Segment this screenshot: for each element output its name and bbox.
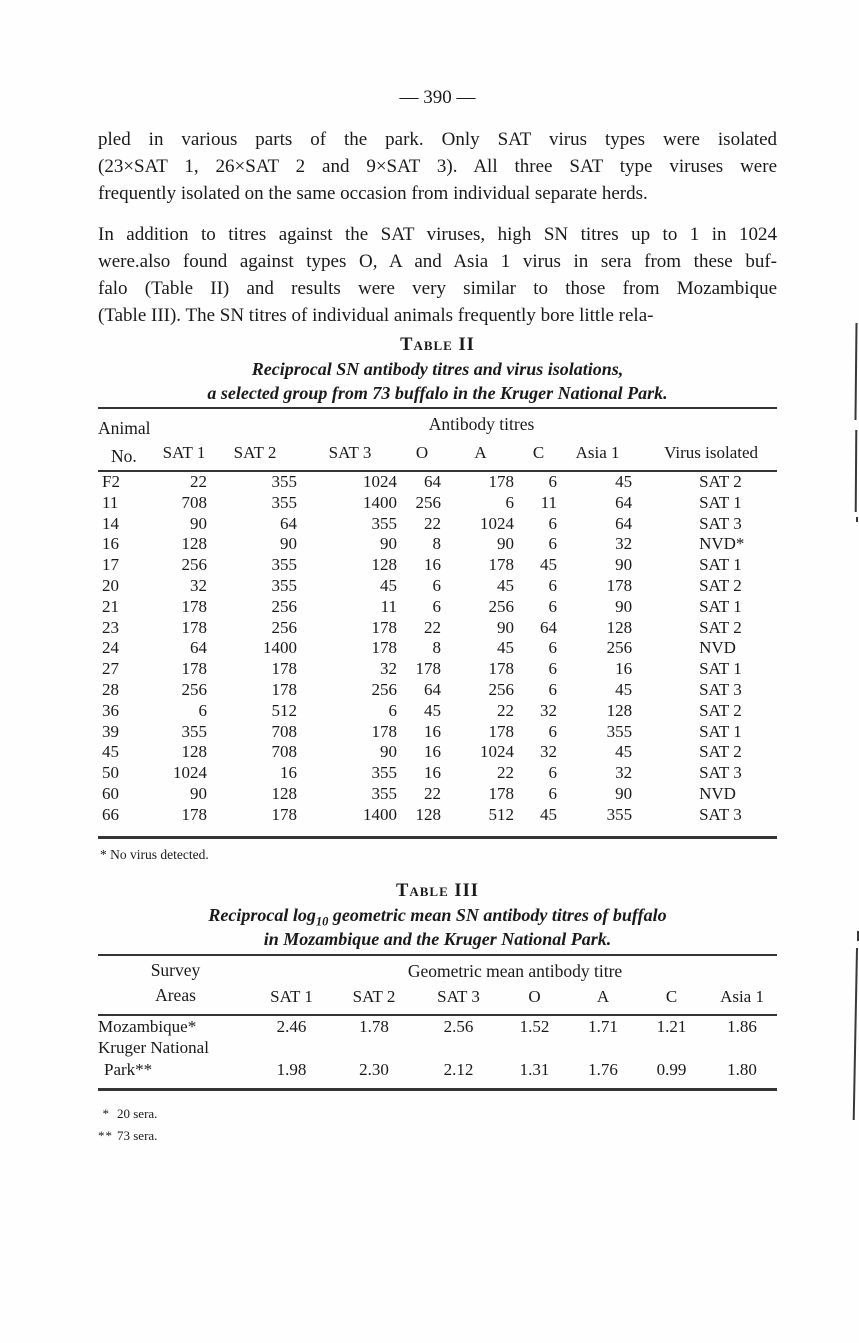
cell-a: 90 — [497, 534, 514, 554]
paragraph-line: pled in various parts of the park. Only SAT virus types were isolated — [98, 129, 777, 150]
cell-o: 16 — [424, 763, 441, 783]
cell-c: 0.99 — [656, 1059, 687, 1079]
cell-virus-isolated: SAT 2 — [699, 617, 742, 637]
cell-sat3: 256 — [371, 679, 397, 699]
cell-asia1: 355 — [606, 721, 633, 741]
table3-col-sat2: SAT 2 — [330, 985, 418, 1015]
caption-subscript: 10 — [315, 914, 329, 929]
cell-sat2: 90 — [280, 534, 297, 554]
cell-a: 256 — [488, 679, 514, 699]
cell-c: 6 — [548, 575, 557, 595]
cell-o: 256 — [415, 492, 441, 512]
cell-asia1: 128 — [606, 700, 633, 720]
cell-a: 512 — [488, 804, 514, 824]
cell-sat1: 1.98 — [276, 1059, 307, 1079]
cell-o: 22 — [424, 617, 441, 637]
table3-caption-line2: in Mozambique and the Kruger National Park. — [263, 928, 612, 949]
table2-footnote: * No virus detected. — [100, 846, 209, 862]
table3-col-a: A — [570, 985, 636, 1015]
cell-sat2: 355 — [271, 555, 297, 575]
cell-sat2: 1.78 — [359, 1016, 389, 1036]
cell-sat3: 355 — [371, 763, 397, 783]
cell-asia1: 32 — [615, 534, 633, 554]
cell-a: 178 — [488, 472, 514, 491]
cell-c: 11 — [540, 492, 557, 512]
cell-a: 22 — [497, 763, 514, 783]
cell-sat3: 90 — [380, 742, 397, 762]
table2-col-sat2: SAT 2 — [210, 440, 300, 472]
cell-sat2: 355 — [271, 575, 297, 595]
table2-row — [98, 576, 777, 597]
table3-row — [98, 1037, 777, 1090]
cell-sat3: 355 — [371, 783, 397, 803]
cell-sat1: 178 — [181, 617, 207, 637]
cell-virus-isolated: SAT 2 — [699, 575, 742, 595]
cell-sat3: 128 — [371, 555, 397, 575]
cell-o: 16 — [424, 742, 441, 762]
table2-row — [98, 534, 777, 555]
table3-geometric-means — [98, 954, 777, 1092]
cell-c: 6 — [548, 596, 557, 616]
cell-a: 1.76 — [588, 1059, 618, 1079]
cell-sat3: 178 — [371, 617, 397, 637]
cell-c: 6 — [548, 534, 557, 554]
cell-c: 6 — [548, 513, 557, 533]
cell-sat1: 6 — [198, 700, 207, 720]
cell-animal-no: 24 — [102, 638, 119, 658]
cell-asia1: 256 — [606, 638, 633, 658]
cell-sat2: 1400 — [263, 638, 297, 658]
cell-animal-no: 27 — [102, 659, 119, 679]
paragraph-1 — [98, 126, 777, 207]
table2-row — [98, 597, 777, 618]
area-name-line1: Mozambique* — [98, 1016, 197, 1036]
cell-asia1: 1.80 — [727, 1059, 757, 1079]
areas-label: Areas — [155, 984, 196, 1005]
cell-o: 16 — [424, 555, 441, 575]
caption-pre: Reciprocal log — [208, 904, 316, 925]
table3-col-sat1: SAT 1 — [253, 985, 330, 1015]
cell-virus-isolated: SAT 3 — [699, 804, 742, 824]
cell-asia1: 1.86 — [727, 1016, 757, 1036]
table3-caption — [98, 879, 777, 951]
animal-label: Animal — [98, 418, 151, 438]
cell-sat2: 512 — [271, 700, 297, 720]
table3-row — [98, 1015, 777, 1038]
cell-asia1: 128 — [606, 617, 633, 637]
cell-a: 256 — [488, 596, 514, 616]
cell-animal-no: 60 — [102, 783, 119, 803]
cell-asia1: 178 — [606, 575, 633, 595]
cell-sat3: 32 — [380, 659, 397, 679]
cell-virus-isolated: SAT 3 — [699, 763, 742, 783]
cell-animal-no: 66 — [102, 804, 119, 824]
table2-row — [98, 701, 777, 722]
cell-sat3: 6 — [388, 700, 397, 720]
table3-body — [98, 1015, 777, 1090]
cell-animal-no: 23 — [102, 617, 119, 637]
cell-sat2: 2.30 — [359, 1059, 389, 1079]
cell-o: 1.52 — [519, 1016, 550, 1036]
cell-virus-isolated: SAT 2 — [699, 700, 742, 720]
paragraph-line: falo (Table II) and results were very similar to those from Mozambique — [98, 278, 777, 299]
table2-row — [98, 784, 777, 805]
cell-a: 178 — [488, 783, 514, 803]
cell-sat2: 128 — [271, 783, 297, 803]
cell-a: 1024 — [480, 513, 514, 533]
table2-antibody-titres — [98, 407, 777, 839]
cell-a: 1024 — [480, 742, 514, 762]
cell-virus-isolated: SAT 1 — [699, 721, 742, 741]
cell-o: 178 — [415, 659, 441, 679]
table3-header — [98, 955, 777, 1015]
cell-virus-isolated: SAT 2 — [699, 742, 742, 762]
cell-sat3: 178 — [371, 721, 397, 741]
cell-a: 45 — [497, 638, 514, 658]
table2-col-a: A — [444, 440, 517, 472]
cell-o: 45 — [424, 700, 441, 720]
cell-asia1: 90 — [615, 555, 633, 575]
table2-row — [98, 471, 777, 493]
cell-asia1: 64 — [615, 513, 633, 533]
cell-virus-isolated: SAT 2 — [699, 472, 742, 491]
cell-a: 45 — [497, 575, 514, 595]
scan-artifact — [853, 948, 858, 1120]
cell-o: 1.31 — [519, 1059, 550, 1079]
cell-virus-isolated: SAT 1 — [699, 492, 742, 512]
table2-row — [98, 555, 777, 576]
table2-col-sat3: SAT 3 — [300, 440, 400, 472]
table2-header — [98, 408, 777, 471]
cell-animal-no: 28 — [102, 679, 119, 699]
cell-c: 45 — [540, 555, 557, 575]
table2-caption-line1: Reciprocal SN antibody titres and virus isolations, — [251, 359, 624, 379]
cell-survey-area — [98, 1015, 253, 1038]
area-name-line1: Kruger National — [98, 1038, 209, 1058]
cell-animal-no: 36 — [102, 700, 119, 720]
paragraph-line: frequently isolated on the same occasion from individual separate herds. — [98, 183, 648, 204]
cell-animal-no: 21 — [102, 596, 119, 616]
table2-row — [98, 638, 777, 659]
table2-col-sat1: SAT 1 — [158, 440, 210, 472]
cell-c: 6 — [548, 638, 557, 658]
cell-o: 6 — [432, 596, 441, 616]
cell-sat3: 1400 — [363, 804, 397, 824]
cell-sat3: 2.56 — [443, 1016, 474, 1036]
cell-o: 16 — [424, 721, 441, 741]
table2-col-o: O — [400, 440, 444, 472]
table3-col-o: O — [499, 985, 570, 1015]
cell-a: 6 — [505, 492, 514, 512]
table2-row — [98, 659, 777, 680]
cell-o: 128 — [415, 804, 441, 824]
cell-sat3: 90 — [380, 534, 397, 554]
cell-c: 32 — [540, 742, 557, 762]
cell-o: 64 — [424, 472, 441, 491]
cell-sat1: 1024 — [173, 763, 207, 783]
cell-asia1: 90 — [615, 783, 633, 803]
cell-asia1: 45 — [615, 679, 633, 699]
cell-virus-isolated: SAT 3 — [699, 679, 742, 699]
cell-sat1: 178 — [181, 804, 207, 824]
cell-sat1: 90 — [190, 513, 207, 533]
footnote-text: 20 sera. — [117, 1106, 158, 1122]
cell-sat3: 45 — [380, 575, 397, 595]
cell-sat1: 128 — [181, 742, 207, 762]
cell-virus-isolated: SAT 1 — [699, 659, 742, 679]
cell-asia1: 355 — [606, 804, 633, 824]
cell-a: 90 — [497, 617, 514, 637]
cell-c: 6 — [548, 763, 557, 783]
footnote-line — [98, 1103, 777, 1125]
table3-caption-line1 — [98, 903, 777, 927]
cell-asia1: 45 — [615, 742, 633, 762]
no-label: No. — [111, 446, 137, 466]
cell-c: 6 — [548, 783, 557, 803]
cell-sat3: 355 — [371, 513, 397, 533]
cell-sat2: 178 — [271, 659, 297, 679]
table2-col-c: C — [517, 440, 560, 472]
table2-row — [98, 680, 777, 701]
cell-c: 45 — [540, 804, 557, 824]
cell-o: 6 — [432, 575, 441, 595]
footnote-marker: ** — [98, 1128, 113, 1144]
cell-sat3: 2.12 — [443, 1059, 474, 1079]
table3-footnotes — [98, 1103, 777, 1147]
cell-sat2: 256 — [271, 596, 297, 616]
table3-col-c: C — [636, 985, 707, 1015]
cell-sat2: 708 — [271, 742, 297, 762]
cell-a: 178 — [488, 721, 514, 741]
table2-row — [98, 763, 777, 784]
table2-label: Table II — [400, 335, 475, 355]
cell-sat2: 708 — [271, 721, 297, 741]
cell-virus-isolated: SAT 3 — [699, 513, 742, 533]
cell-o: 22 — [424, 783, 441, 803]
cell-sat1: 32 — [190, 575, 207, 595]
cell-c: 6 — [548, 679, 557, 699]
paragraph-2 — [98, 221, 777, 329]
cell-sat1: 90 — [190, 783, 207, 803]
cell-sat3: 11 — [380, 596, 397, 616]
cell-sat1: 22 — [190, 472, 207, 491]
cell-c: 32 — [540, 700, 557, 720]
cell-virus-isolated: NVD* — [699, 534, 745, 554]
survey-label: Survey — [150, 959, 201, 980]
cell-c: 6 — [548, 659, 557, 679]
scan-artifact — [855, 430, 858, 512]
cell-animal-no: F2 — [102, 472, 120, 491]
cell-o: 8 — [432, 534, 441, 554]
cell-sat1: 128 — [181, 534, 207, 554]
cell-c: 6 — [548, 472, 557, 491]
cell-animal-no: 50 — [102, 763, 119, 783]
cell-asia1: 90 — [615, 596, 633, 616]
table2-caption — [98, 333, 777, 405]
cell-sat2: 16 — [280, 763, 297, 783]
cell-sat3: 1400 — [363, 492, 397, 512]
table3-label: Table III — [396, 880, 479, 901]
cell-sat2: 178 — [271, 804, 297, 824]
table3-header-geometric-mean: Geometric mean antibody titre — [407, 960, 623, 981]
cell-virus-isolated: SAT 1 — [699, 596, 742, 616]
cell-sat1: 178 — [181, 659, 207, 679]
cell-sat1: 256 — [181, 555, 207, 575]
cell-virus-isolated: NVD — [699, 638, 736, 658]
cell-sat1: 355 — [181, 721, 207, 741]
scan-artifact — [856, 517, 858, 522]
area-name-line2: Park** — [104, 1059, 153, 1079]
cell-animal-no: 16 — [102, 534, 119, 554]
paragraph-line: In addition to titres against the SAT viruses, high SN titres up to 1 in 1024 — [98, 224, 777, 245]
table2-row — [98, 722, 777, 743]
cell-sat1: 178 — [181, 596, 207, 616]
cell-virus-isolated: SAT 1 — [699, 555, 742, 575]
cell-animal-no: 11 — [102, 492, 119, 512]
table3-header-survey-areas — [98, 955, 253, 1015]
footnote-line — [98, 1125, 777, 1147]
cell-c: 64 — [540, 617, 557, 637]
cell-asia1: 45 — [615, 472, 633, 491]
cell-asia1: 16 — [615, 659, 633, 679]
cell-c: 1.21 — [656, 1016, 687, 1036]
cell-sat3: 178 — [371, 638, 397, 658]
cell-survey-area — [98, 1037, 253, 1090]
cell-a: 178 — [488, 555, 514, 575]
cell-sat1: 256 — [181, 679, 207, 699]
cell-o: 64 — [424, 679, 441, 699]
cell-sat2: 256 — [271, 617, 297, 637]
table2-caption-line2: a selected group from 73 buffalo in the Kruger National Park. — [207, 383, 668, 403]
footnote-text: 73 sera. — [117, 1128, 158, 1144]
cell-o: 8 — [432, 638, 441, 658]
table2-col-asia1: Asia 1 — [560, 440, 635, 472]
cell-animal-no: 14 — [102, 513, 119, 533]
caption-post: geometric mean SN antibody titres of buffalo — [328, 904, 667, 925]
table2-row — [98, 742, 777, 763]
cell-animal-no: 39 — [102, 721, 119, 741]
cell-a: 178 — [488, 659, 514, 679]
cell-sat1: 2.46 — [276, 1016, 307, 1036]
table2-row — [98, 514, 777, 535]
cell-asia1: 32 — [615, 763, 633, 783]
scan-artifact — [854, 323, 857, 420]
cell-animal-no: 45 — [102, 742, 119, 762]
page-number: — 390 — — [399, 87, 476, 108]
cell-sat3: 1024 — [363, 472, 397, 491]
cell-sat2: 355 — [271, 492, 297, 512]
table2-header-virus-isolated: Virus isolated — [635, 408, 777, 471]
cell-asia1: 64 — [615, 492, 633, 512]
table3-col-asia1: Asia 1 — [707, 985, 777, 1015]
table2-row — [98, 618, 777, 639]
table2-body — [98, 471, 777, 837]
table2-row — [98, 805, 777, 837]
cell-c: 6 — [548, 721, 557, 741]
cell-animal-no: 17 — [102, 555, 119, 575]
cell-sat1: 64 — [190, 638, 207, 658]
cell-a: 1.71 — [588, 1016, 618, 1036]
cell-sat2: 355 — [271, 472, 297, 491]
paragraph-line: were.also found against types O, A and Asia 1 virus in sera from these buf- — [98, 251, 777, 272]
cell-animal-no: 20 — [102, 575, 119, 595]
cell-sat2: 178 — [271, 679, 297, 699]
table2-row — [98, 493, 777, 514]
table3-col-sat3: SAT 3 — [418, 985, 499, 1015]
cell-a: 22 — [497, 700, 514, 720]
cell-o: 22 — [424, 513, 441, 533]
cell-virus-isolated: NVD — [699, 783, 736, 803]
paragraph-line: (23×SAT 1, 26×SAT 2 and 9×SAT 3). All three SAT type viruses were — [98, 156, 777, 177]
table2-header-antibody-titres: Antibody titres — [428, 414, 535, 434]
footnote-marker: * — [102, 1106, 110, 1122]
cell-sat2: 64 — [280, 513, 297, 533]
table2-header-animal-no — [98, 408, 158, 471]
paragraph-line: (Table III). The SN titres of individual animals frequently bore little rela- — [98, 305, 654, 326]
cell-sat1: 708 — [181, 492, 207, 512]
